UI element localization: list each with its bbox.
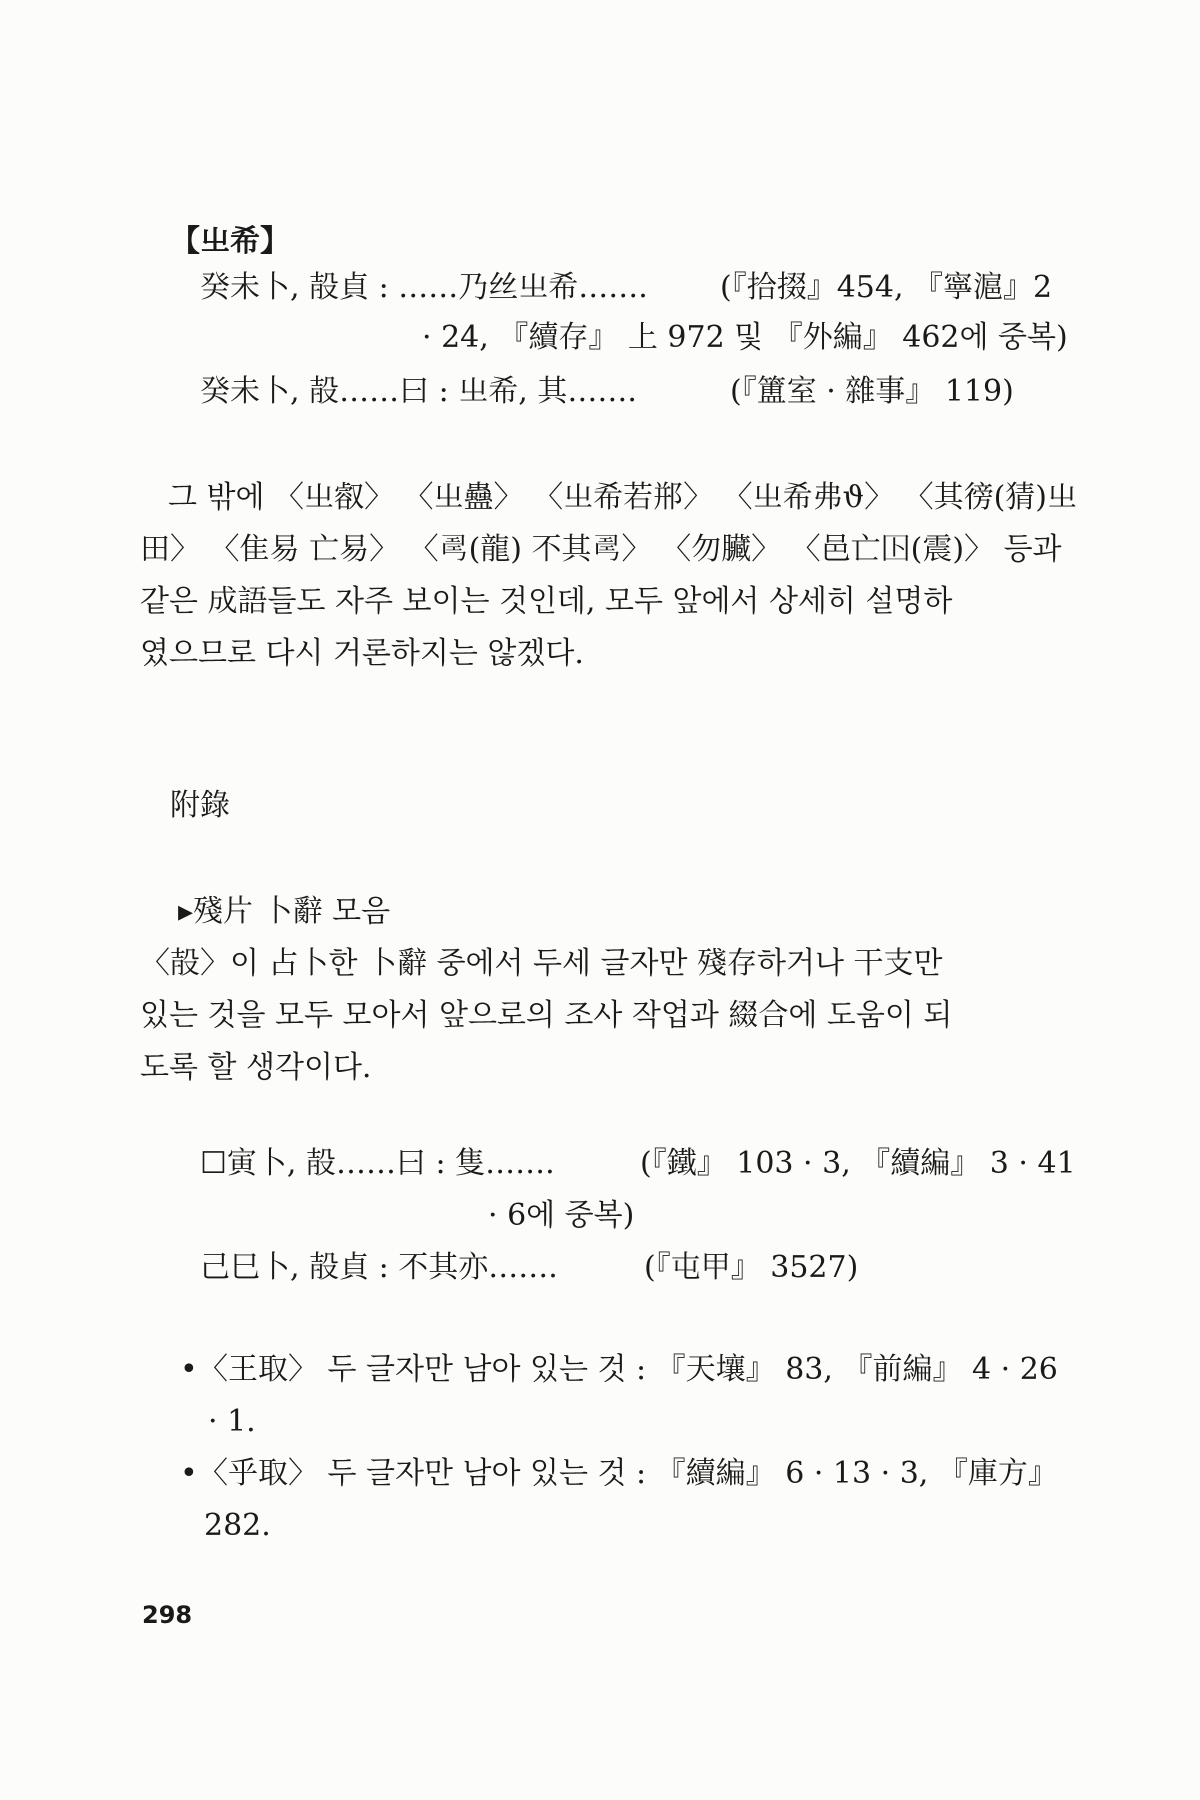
paragraph-line: 같은 成語들도 자주 보이는 것인데, 모두 앞에서 상세히 설명하 [140,584,953,619]
oracle-reference: (『簠室 · 雜事』 119) [730,374,1014,409]
subsection-title: ▸殘片 卜辭 모음 [178,894,391,929]
page-number: 298 [142,1601,193,1629]
oracle-reference: (『拾掇』454, 『寧滬』2 [720,270,1053,305]
oracle-reference: (『鐵』 103 · 3, 『續編』 3 · 41 [640,1146,1076,1181]
paragraph-line: 였으므로 다시 거론하지는 않겠다. [140,636,584,671]
paragraph-line: 田〉 〈隹易 亡易〉 〈𢏚(龍) 不其𢏚〉 〈勿臟〉 〈邑亡𡆥(震)〉 등과 [140,532,1062,567]
oracle-text: 癸未卜, 㱿貞 : ……乃丝㞢希……. [200,270,648,305]
oracle-reference: · 24, 『續存』 上 972 및 『外編』 462에 중복) [422,320,1068,355]
bullet-text: 〈乎取〉 두 글자만 남아 있는 것 : 『續編』 6 · 13 · 3, 『庫方』 [198,1456,1058,1491]
oracle-reference: (『屯甲』 3527) [644,1250,859,1285]
paragraph-line: 〈㱿〉이 占卜한 卜辭 중에서 두세 글자만 殘存하거나 干支만 [140,946,943,981]
bullet-dot-icon: • [180,1456,198,1491]
oracle-reference: · 6에 중복) [488,1198,635,1233]
bullet-continuation: · 1. [208,1404,256,1439]
section-heading: 【㞢希】 [170,224,290,259]
paragraph-line: 있는 것을 모두 모아서 앞으로의 조사 작업과 綴合에 도움이 되 [140,998,953,1033]
oracle-text: ☐寅卜, 㱿……曰 : 隻……. [200,1146,555,1181]
bullet-continuation: 282. [204,1508,271,1543]
oracle-text: 癸未卜, 㱿……曰 : 㞢希, 其……. [200,374,637,409]
paragraph-line: 도록 할 생각이다. [140,1050,372,1085]
appendix-title: 附錄 [170,788,230,823]
bullet-text: 〈王取〉 두 글자만 남아 있는 것 : 『天壤』 83, 『前編』 4 · 26 [198,1352,1058,1387]
bullet-item [180,1350,1060,1390]
oracle-text: 己巳卜, 㱿貞 : 不其亦……. [200,1250,558,1285]
bullet-item [180,1454,1060,1494]
paragraph-line: 그 밖에 〈㞢㕡〉 〈㞢蠱〉 〈㞢希若郱〉 〈㞢希弗ϑ〉 〈其徬(猜)㞢 [168,480,1078,515]
bullet-dot-icon: • [180,1352,198,1387]
